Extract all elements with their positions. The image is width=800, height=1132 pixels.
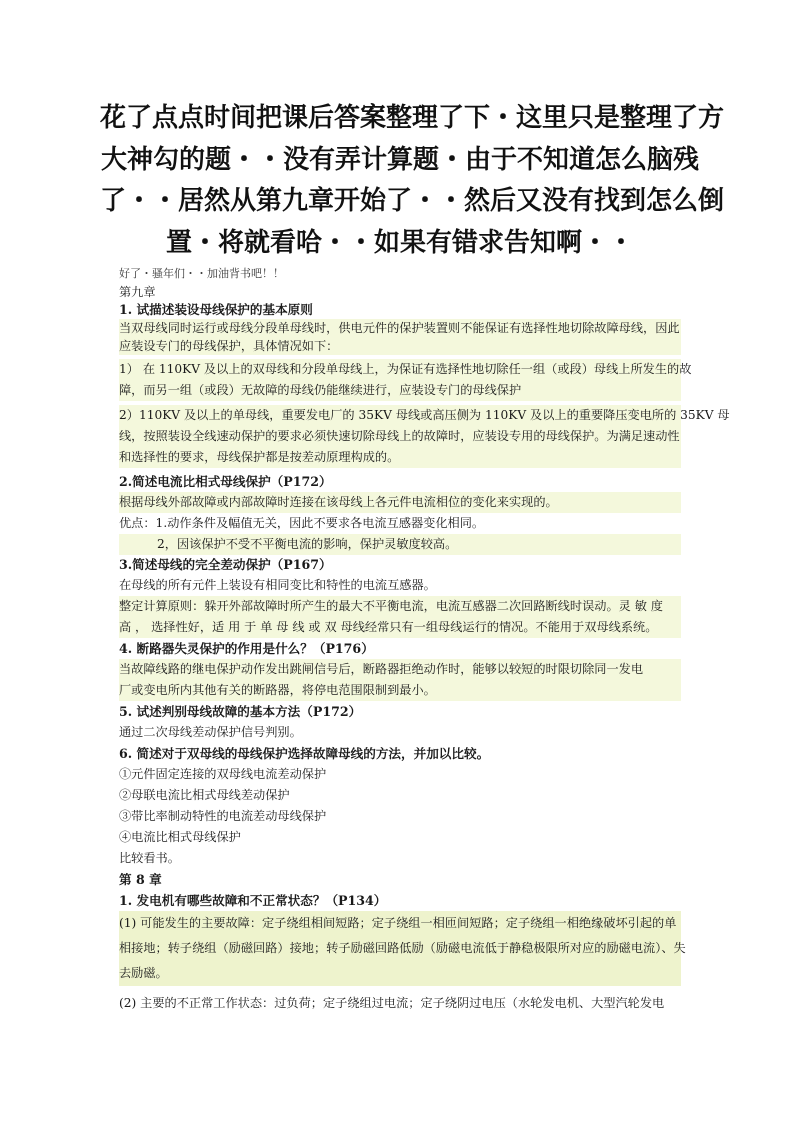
answer-line: 比较看书。	[119, 851, 180, 865]
question-title: 1. 试描述装设母线保护的基本原则	[119, 302, 313, 317]
answer-line: 相接地；转子绕组（励磁回路）接地；转子励磁回路低励（励磁电流低于静稳极限所对应的励磁电流）、失	[119, 936, 681, 961]
answer-line: 障，而另一组（或段）无故障的母线仍能继续进行，应装设专门的母线保护	[119, 380, 681, 401]
answer-line: 厂或变电所内其他有关的断路器，将停电范围限制到最小。	[119, 680, 681, 701]
page-title	[100, 98, 725, 264]
question-title: 2.简述电流比相式母线保护（P172）	[119, 474, 332, 489]
title-line: 置・将就看哈・・如果有错求告知啊・・	[165, 227, 634, 258]
answer-line: 线，按照装设全线速动保护的要求必须快速切除母线上的故障时，应装设专用的母线保护。为满足速动性	[119, 426, 681, 447]
answer-line: 当双母线同时运行或母线分段单母线时，供电元件的保护装置则不能保证有选择性地切除故障母线，因此	[119, 321, 680, 335]
answer-line: 去励磁。	[119, 961, 681, 986]
question-title: 4. 断路器失灵保护的作用是什么？（P176）	[119, 641, 374, 656]
answer-line: (1) 可能发生的主要故障：定子绕组相间短路；定子绕组一相匝间短路；定子绕组一相绝缘破坏引起的单	[119, 911, 681, 936]
answer-line: ①元件固定连接的双母线电流差动保护	[119, 767, 327, 781]
answer-line: (2) 主要的不正常工作状态：过负荷；定子绕组过电流；定子绕阴过电压（水轮发电机、大型汽轮发电	[119, 996, 665, 1010]
question-title: 6. 简述对于双母线的母线保护选择故障母线的方法，并加以比较。	[119, 746, 490, 761]
title-line: 花了点点时间把课后答案整理了下・这里只是整理了方	[100, 103, 725, 133]
answer-paragraph	[119, 405, 730, 468]
answer-line: 高 ， 选择性好，适 用 于 单 母 线 或 双 母线经常只有一组母线运行的情况。不能用于双母线系统。	[119, 617, 681, 638]
intro-text: 好了・骚年们・・加油背书吧！！	[119, 267, 284, 280]
question-title: 3.简述母线的完全差动保护（P167）	[119, 557, 332, 572]
question-title: 5. 试述判别母线故障的基本方法（P172）	[119, 704, 362, 719]
answer-paragraph	[119, 359, 692, 401]
answer-line: 整定计算原则：躲开外部故障时所产生的最大不平衡电流，电流互感器二次回路断线时误动。灵 敏 度	[119, 596, 681, 617]
answer-line: ③带比率制动特性的电流差动母线保护	[119, 809, 327, 823]
answer-line: 和选择性的要求，母线保护都是按差动原理构成的。	[119, 447, 681, 468]
answer-line: 1） 在 110KV 及以上的双母线和分段单母线上，为保证有选择性地切除任一组（或段）母线上所发生的故	[119, 359, 681, 380]
answer-paragraph	[119, 319, 681, 355]
question-title: 1. 发电机有哪些故障和不正常状态？（P134）	[119, 893, 387, 908]
answer-line: ②母联电流比相式母线差动保护	[119, 788, 290, 802]
answer-line: 当故障线路的继电保护动作发出跳闸信号后，断路器拒绝动作时，能够以较短的时限切除同一发电	[119, 659, 681, 680]
chapter-heading: 第九章	[119, 285, 156, 299]
answer-line: 2）110KV 及以上的单母线，重要发电厂的 35KV 母线或高压侧为 110KV 及以上的重要降压变电所的 35KV 母	[119, 405, 681, 426]
answer-paragraph	[119, 911, 686, 986]
answer-line: 应装设专门的母线保护，具体情况如下：	[119, 337, 681, 355]
chapter-heading: 第 8 章	[119, 872, 162, 887]
answer-line: 根据母线外部故障或内部故障时连接在该母线上各元件电流相位的变化来实现的。	[119, 492, 681, 513]
answer-line: 2，因该保护不受不平衡电流的影响，保护灵敏度较高。	[119, 534, 681, 555]
answer-line: 在母线的所有元件上装设有相同变比和特性的电流互感器。	[119, 578, 436, 592]
title-line: 大神勾的题・・没有弄计算题・由于不知道怎么脑残	[100, 144, 699, 175]
document-body	[119, 265, 730, 1016]
answer-line: ④电流比相式母线保护	[119, 830, 241, 844]
answer-line: 通过二次母线差动保护信号判别。	[119, 725, 302, 739]
title-line: 了・・居然从第九章开始了・・然后又没有找到怎么倒	[100, 186, 725, 216]
answer-line: 优点：1.动作条件及幅值无关，因此不要求各电流互感器变化相同。	[119, 516, 485, 530]
